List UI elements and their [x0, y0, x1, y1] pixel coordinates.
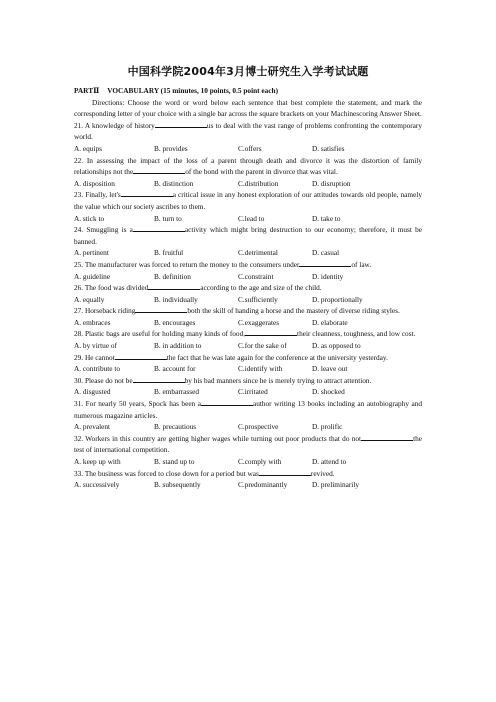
answer-option: C.sufficiently	[238, 294, 278, 304]
answer-option: D. preliminarily	[312, 480, 360, 490]
option-row	[74, 317, 422, 329]
part-title: VOCABULARY (15 minutes, 10 points, 0.5 point each)	[107, 86, 279, 95]
question-item	[74, 328, 422, 351]
answer-option: A. by virtue of	[74, 341, 117, 351]
option-row	[74, 213, 422, 225]
question-stem	[74, 468, 422, 480]
question-text-after-blank: revived.	[310, 468, 335, 478]
question-text-after-blank: by his bad manners since he is merely trying to attract attention.	[184, 375, 372, 385]
question-stem	[74, 328, 422, 340]
answer-option: C.prospective	[238, 422, 279, 432]
question-text-after-blank: us to deal with the vast range of problems confronting the contemporary world.	[74, 120, 422, 142]
question-text-after-blank: a critical issue in any honest exploration of our attitudes towards old people, namely the value which our society ascribes to them.	[74, 190, 422, 211]
question-text-before-blank: 21. A knowledge of history	[74, 120, 155, 130]
question-text-after-blank: the test of international competition.	[74, 433, 422, 455]
answer-option: C.irritated	[238, 387, 268, 397]
answer-option: B. account for	[154, 364, 196, 374]
option-row	[74, 479, 422, 491]
answer-blank	[148, 282, 200, 290]
question-text-before-blank: 23. Finally, let's	[74, 190, 121, 200]
option-row	[74, 294, 422, 306]
part-heading	[74, 85, 422, 97]
option-row	[74, 363, 422, 375]
question-text-before-blank: 24. Smuggling is a	[74, 225, 133, 235]
question-text-after-blank: of the bond with the parent in divorce that was vital.	[185, 167, 338, 177]
question-stem	[74, 120, 422, 143]
answer-blank	[259, 468, 311, 476]
answer-blank	[133, 224, 185, 232]
question-item	[74, 155, 422, 190]
question-item	[74, 120, 422, 155]
question-item	[74, 282, 422, 305]
question-text-before-blank: 27. Horseback riding	[74, 306, 136, 316]
answer-option: D. prolific	[312, 422, 343, 432]
answer-option: C.lead to	[238, 213, 265, 223]
question-text-before-blank: 26. The food was divided	[74, 283, 149, 293]
exam-title: 中国科学院2004年3月博士研究生入学考试试题	[127, 65, 369, 78]
question-stem	[74, 352, 422, 364]
answer-option: C.distribution	[238, 178, 279, 188]
answer-option: C.detrimental	[238, 248, 278, 258]
answer-option: C.identify with	[238, 364, 283, 374]
option-row	[74, 143, 422, 155]
question-stem	[74, 155, 422, 178]
question-text-after-blank: both the skill of handing a horse and the mastery of diverse riding styles.	[187, 306, 400, 316]
question-stem	[74, 259, 422, 271]
question-stem	[74, 224, 422, 247]
answer-blank	[133, 375, 185, 383]
question-stem	[74, 305, 422, 317]
answer-blank	[201, 398, 253, 406]
answer-option: B. subsequently	[154, 480, 201, 490]
answer-blank	[299, 259, 351, 267]
question-text-before-blank: 25. The manufacturer was forced to return the money to the consumers under	[74, 259, 300, 269]
answer-blank	[133, 166, 185, 174]
question-stem	[74, 433, 422, 456]
answer-blank	[135, 305, 187, 313]
answer-option: C.constraint	[238, 271, 274, 281]
question-stem	[74, 375, 422, 387]
answer-option: B. in addition to	[154, 341, 202, 351]
answer-option: B. distinction	[154, 178, 194, 188]
answer-option: B. embarrassed	[154, 387, 199, 397]
question-text-after-blank: activity which might bring destruction to our economy; therefore, it must be banned.	[74, 225, 422, 246]
answer-option: A. stick to	[74, 213, 105, 223]
answer-option: C.offers	[238, 143, 262, 153]
answer-blank	[155, 120, 207, 128]
question-item	[74, 305, 422, 328]
question-text-before-blank: 28. Plastic bags are useful for holding many kinds of food,	[74, 329, 246, 339]
answer-option: A. disposition	[74, 178, 115, 188]
answer-blank	[361, 433, 413, 441]
answer-option: A. equips	[74, 143, 102, 153]
answer-option: A. keep up with	[74, 457, 121, 466]
answer-option: A. disgusted	[74, 387, 111, 397]
answer-option: C.predominantly	[238, 480, 288, 490]
answer-option: A. contribute to	[74, 364, 121, 374]
answer-option: A. prevalent	[74, 422, 111, 432]
answer-option: D. take to	[312, 213, 341, 223]
answer-option: B. provides	[154, 143, 188, 153]
question-item	[74, 189, 422, 224]
question-list	[74, 120, 422, 491]
question-text-before-blank: 32. Workers in this country are getting higher wages while turning out poor products that do not	[74, 433, 362, 443]
option-row	[74, 456, 422, 468]
answer-option: D. disruption	[312, 178, 351, 188]
answer-option: B. definition	[154, 271, 191, 281]
vocabulary-section	[74, 85, 422, 491]
question-item	[74, 433, 422, 468]
answer-option: B. turn to	[154, 213, 182, 223]
answer-option: D. as opposed to	[312, 341, 361, 351]
part-label: PARTⅡ	[74, 86, 100, 95]
answer-option: D. casual	[312, 248, 340, 258]
option-row	[74, 386, 422, 398]
answer-option: B. individually	[154, 294, 198, 304]
answer-option: C.exaggerates	[238, 317, 280, 327]
question-stem	[74, 398, 422, 421]
question-text-after-blank: author writing 13 books including an autobiography and numerous magazine articles.	[74, 399, 422, 420]
option-row	[74, 271, 422, 283]
answer-option: C.for the sake of	[238, 341, 287, 351]
answer-blank	[115, 352, 167, 360]
answer-option: C.comply with	[238, 457, 282, 466]
answer-option: B. stand up to	[154, 457, 195, 466]
directions-text: Directions: Choose the word or word below each sentence that best complete the statement, and mark the corresponding letter of your choice with a single bar across the square brackets on your Machinescoring Answer Sheet.	[74, 97, 422, 119]
question-text-before-blank: 31. For nearly 50 years, Spock has been a	[74, 399, 201, 409]
question-text-after-blank: their cleanness, toughness, and low cost.	[297, 329, 416, 339]
answer-option: B. encourages	[154, 317, 196, 327]
answer-option: D. satisfies	[312, 143, 345, 153]
option-row	[74, 247, 422, 259]
answer-option: A. successively	[74, 480, 120, 490]
answer-option: A. guideline	[74, 271, 111, 281]
answer-option: D. leave out	[312, 364, 348, 374]
question-text-before-blank: 30. Please do not be	[74, 375, 133, 385]
question-text-before-blank: 22. In assessing the impact of the loss of a parent through death and divorce it was the distortion of family relationships not the	[74, 155, 422, 177]
question-text-after-blank: according to the age and size of the child.	[200, 283, 322, 293]
question-item	[74, 468, 422, 491]
question-item	[74, 375, 422, 398]
answer-option: A. pertinent	[74, 248, 109, 258]
question-stem	[74, 282, 422, 294]
answer-blank	[121, 189, 173, 197]
answer-option: B. precautious	[154, 422, 197, 432]
question-text-after-blank: the fact that he was late again for the conference at the university yesterday.	[166, 352, 388, 362]
answer-option: A. equally	[74, 294, 105, 304]
option-row	[74, 421, 422, 433]
option-row	[74, 178, 422, 190]
question-item	[74, 398, 422, 433]
answer-blank	[245, 328, 297, 336]
answer-option: D. attend to	[312, 457, 347, 466]
answer-option: D. proportionally	[312, 294, 363, 304]
option-row	[74, 340, 422, 352]
answer-option: D. identity	[312, 271, 344, 281]
question-item	[74, 352, 422, 375]
question-text-after-blank: of law.	[351, 259, 372, 269]
answer-option: D. elaborate	[312, 317, 348, 327]
answer-option: B. fruitful	[154, 248, 184, 258]
answer-option: A. embraces	[74, 317, 111, 327]
question-item	[74, 259, 422, 282]
question-text-before-blank: 33. The business was forced to close down for a period but was	[74, 468, 259, 478]
question-stem	[74, 189, 422, 212]
question-item	[74, 224, 422, 259]
answer-option: D. shocked	[312, 387, 345, 397]
question-text-before-blank: 29. He cannot	[74, 352, 115, 362]
